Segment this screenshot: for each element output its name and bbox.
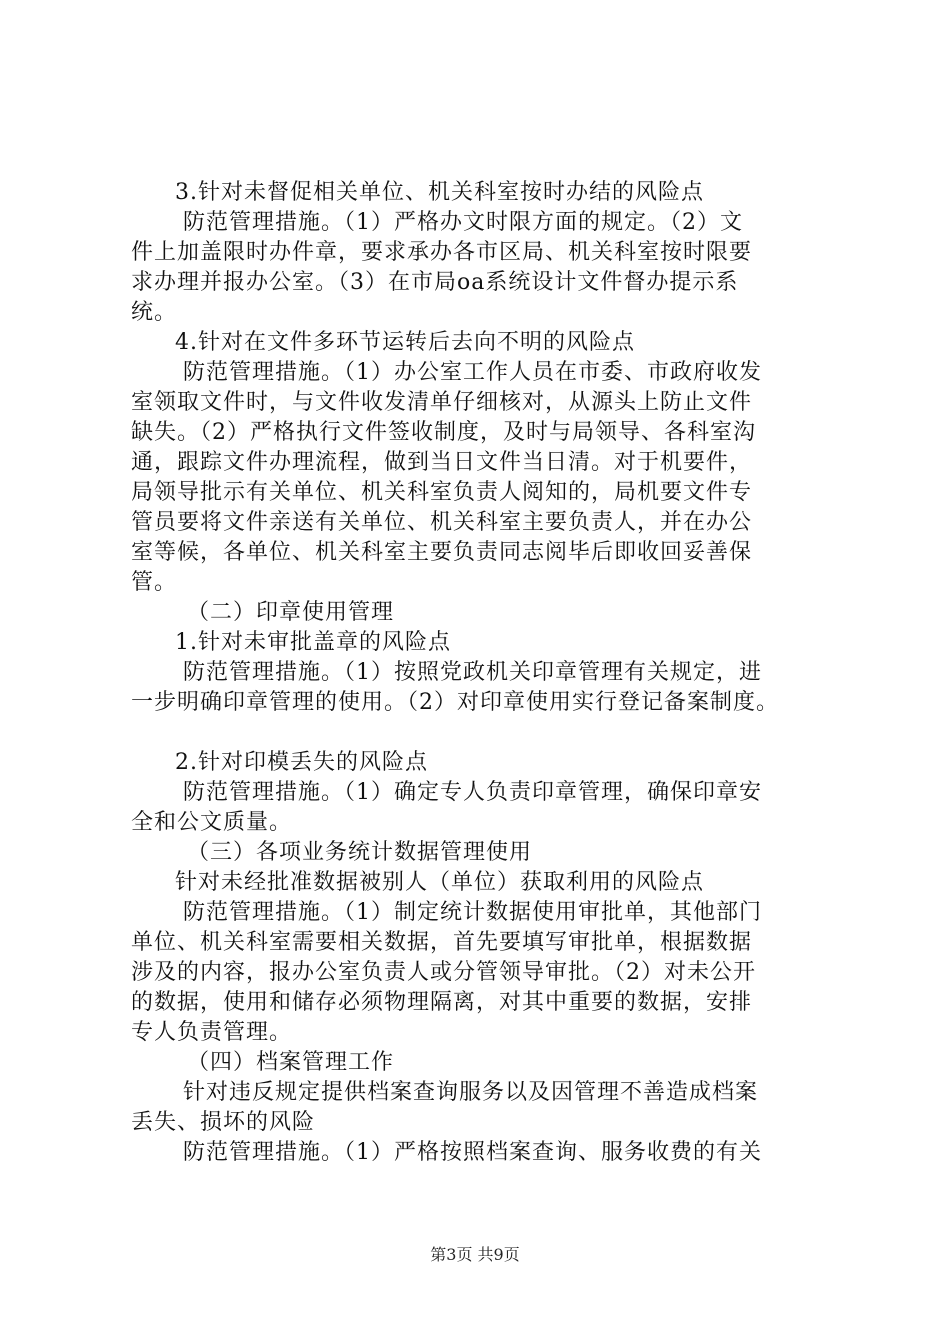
paragraph-line: 管员要将文件亲送有关单位、机关科室主要负责人，并在办公 [131,510,753,535]
paragraph-line: 防范管理措施。（1）确定专人负责印章管理，确保印章安 [183,780,762,805]
paragraph-line: 全和公文质量。 [131,810,293,835]
paragraph-line: 专人负责管理。 [131,1020,293,1045]
paragraph-line: 防范管理措施。（1）按照党政机关印章管理有关规定，进 [183,660,762,685]
paragraph-line: 室等候，各单位、机关科室主要负责同志阅毕后即收回妥善保 [131,540,753,565]
paragraph-line: 求办理并报办公室。（3）在市局oa系统设计文件督办提示系 [131,270,739,295]
item-heading: 针对未经批准数据被别人（单位）获取利用的风险点 [175,870,705,895]
section-heading: （三）各项业务统计数据管理使用 [187,840,533,865]
paragraph-line: 件上加盖限时办件章，要求承办各市区局、机关科室按时限要 [131,240,753,265]
paragraph-line: 丢失、损坏的风险 [131,1110,316,1135]
paragraph-line: 防范管理措施。（1）办公室工作人员在市委、市政府收发 [183,360,762,385]
paragraph-line: 防范管理措施。（1）严格办文时限方面的规定。（2）文 [183,210,743,235]
page-number-label: 第3页 共9页 [430,1245,520,1264]
document-body [131,178,831,1168]
paragraph-line: 的数据，使用和储存必须物理隔离，对其中重要的数据，安排 [131,990,753,1015]
paragraph-line: 局领导批示有关单位、机关科室负责人阅知的，局机要文件专 [131,480,753,505]
paragraph-line: 涉及的内容，报办公室负责人或分管领导审批。（2）对未公开 [131,960,756,985]
section-heading: （二）印章使用管理 [187,600,395,625]
paragraph-line: 防范管理措施。（1）严格按照档案查询、服务收费的有关 [183,1140,762,1165]
paragraph-line: 防范管理措施。（1）制定统计数据使用审批单，其他部门 [183,900,762,925]
paragraph-line: 缺失。（2）严格执行文件签收制度，及时与局领导、各科室沟 [131,420,756,445]
item-heading: 4.针对在文件多环节运转后去向不明的风险点 [175,330,635,355]
paragraph-line: 单位、机关科室需要相关数据，首先要填写审批单，根据数据 [131,930,753,955]
page-footer [0,1244,950,1266]
paragraph-line: 一步明确印章管理的使用。（2）对印章使用实行登记备案制度。 [131,690,779,715]
item-heading: 1.针对未审批盖章的风险点 [175,630,451,655]
item-heading: 2.针对印模丢失的风险点 [175,750,428,775]
paragraph-line: 统。 [131,300,178,325]
item-heading: 针对违反规定提供档案查询服务以及因管理不善造成档案 [183,1080,759,1105]
blank-line [131,718,831,748]
paragraph-line: 通，跟踪文件办理流程，做到当日文件当日清。对于机要件， [131,450,753,475]
item-heading: 3.针对未督促相关单位、机关科室按时办结的风险点 [175,180,704,205]
paragraph-line: 管。 [131,570,178,595]
paragraph-line: 室领取文件时，与文件收发清单仔细核对，从源头上防止文件 [131,390,753,415]
section-heading: （四）档案管理工作 [187,1050,395,1075]
